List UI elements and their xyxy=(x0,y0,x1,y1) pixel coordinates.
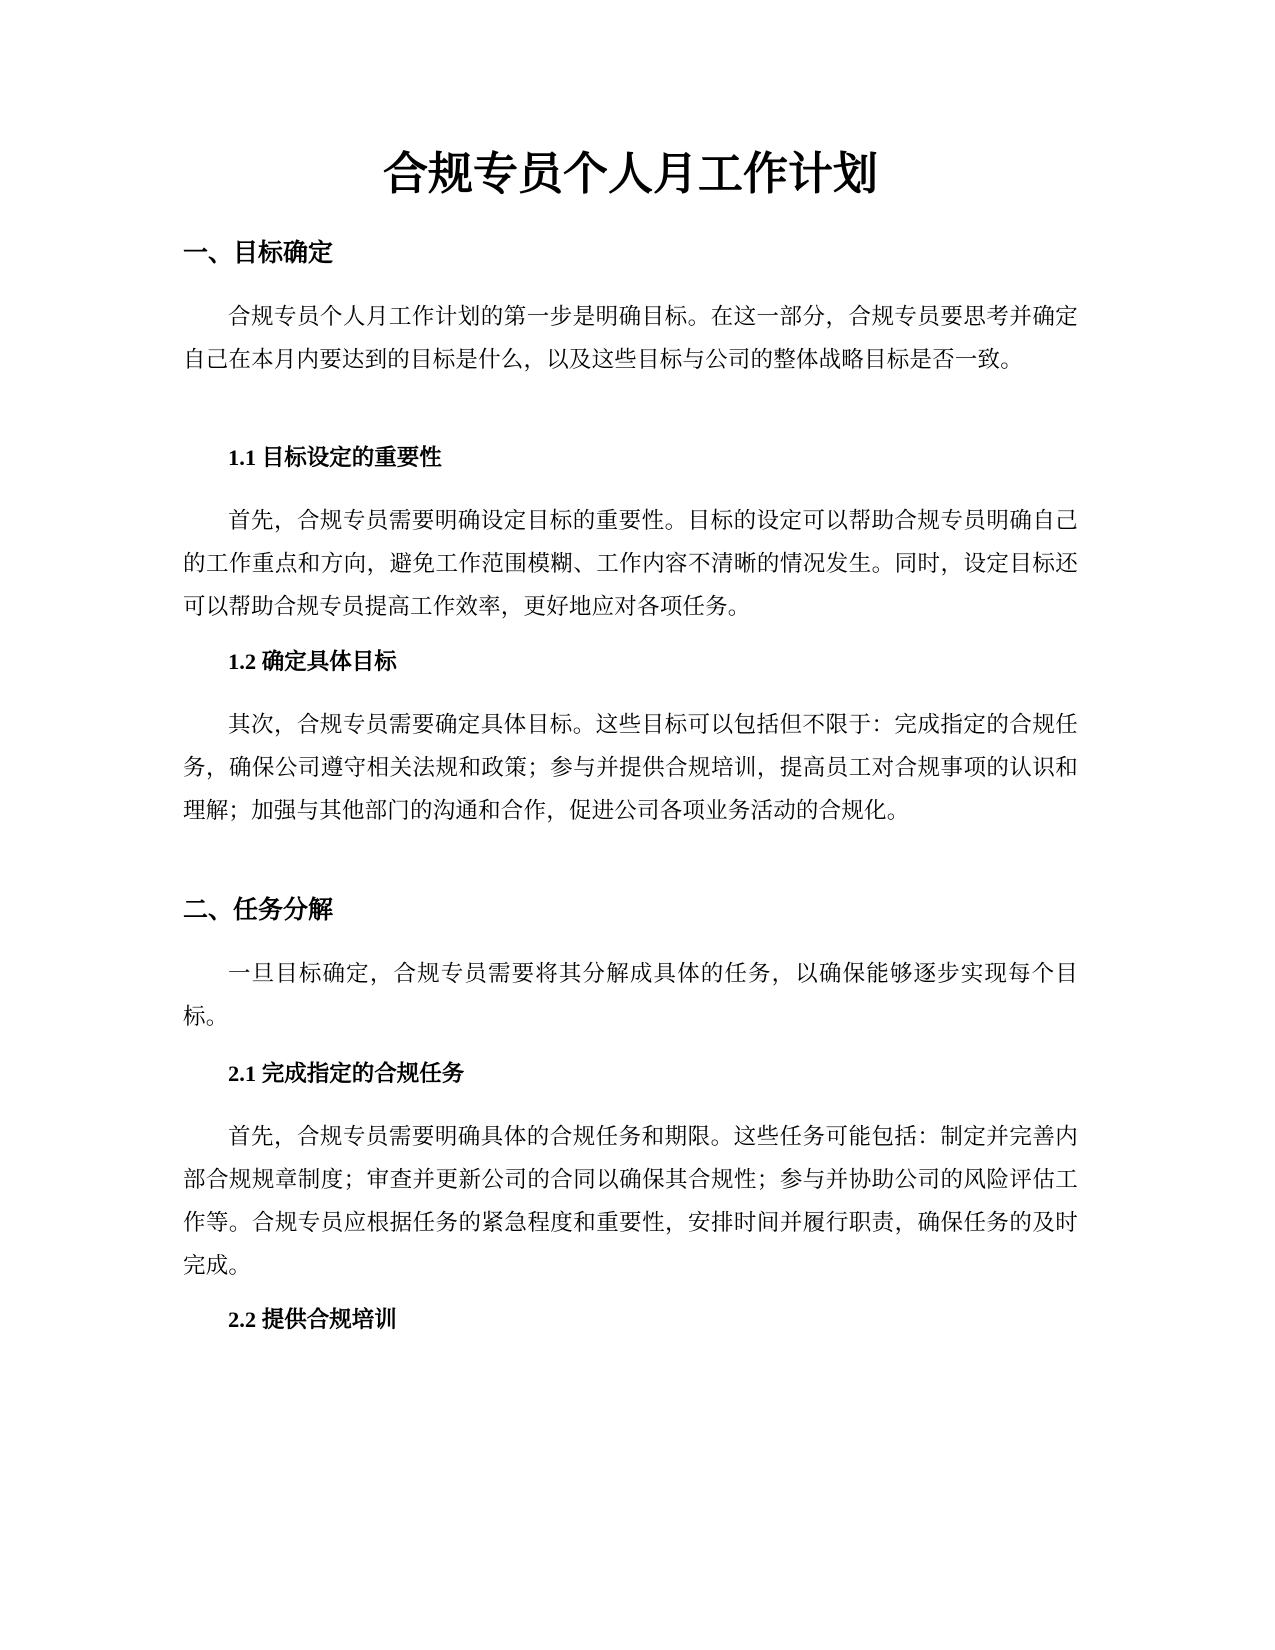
subsection-heading-2-1: 2.1 完成指定的合规任务 xyxy=(228,1061,465,1086)
document-title: 合规专员个人月工作计划 xyxy=(382,147,878,200)
subsection-2-1-body: 首先，合规专员需要明确具体的合规任务和期限。这些任务可能包括：制定并完善内部合规规章制度；审查并更新公司的合同以确保其合规性；参与并协助公司的风险评估工作等。合规专员应根据任务的紧急程度和重要性，安排时间并履行职责，确保任务的及时完成。 xyxy=(183,1124,1078,1279)
subsection-heading-1-1: 1.1 目标设定的重要性 xyxy=(228,445,442,470)
subsection-heading-1-2: 1.2 确定具体目标 xyxy=(228,649,397,674)
section-2-intro: 一旦目标确定，合规专员需要将其分解成具体的任务，以确保能够逐步实现每个目标。 xyxy=(183,961,1078,1030)
subsection-1-1-body: 首先，合规专员需要明确设定目标的重要性。目标的设定可以帮助合规专员明确自己的工作重点和方向，避免工作范围模糊、工作内容不清晰的情况发生。同时，设定目标还可以帮助合规专员提高工作效率，更好地应对各项任务。 xyxy=(183,508,1078,620)
section-heading-1: 一、目标确定 xyxy=(183,238,334,267)
subsection-heading-2-2: 2.2 提供合规培训 xyxy=(228,1307,397,1332)
section-heading-2: 二、任务分解 xyxy=(183,895,334,924)
section-1-intro: 合规专员个人月工作计划的第一步是明确目标。在这一部分，合规专员要思考并确定自己在本月内要达到的目标是什么，以及这些目标与公司的整体战略目标是否一致。 xyxy=(183,304,1078,373)
subsection-1-2-body: 其次，合规专员需要确定具体目标。这些目标可以包括但不限于：完成指定的合规任务，确保公司遵守相关法规和政策；参与并提供合规培训，提高员工对合规事项的认识和理解；加强与其他部门的沟通和合作，促进公司各项业务活动的合规化。 xyxy=(183,712,1078,824)
document-page xyxy=(183,0,1078,1650)
